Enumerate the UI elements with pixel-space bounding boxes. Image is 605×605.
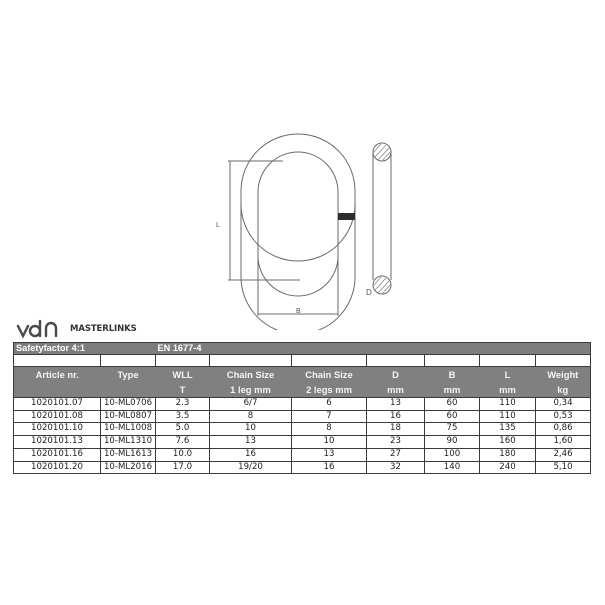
cell-d: 18 [367,423,425,436]
cell-chain-1leg: 13 [210,436,292,449]
cell-wll: 3.5 [156,410,210,423]
cell-wll: 10.0 [156,448,210,461]
cell-chain-1leg: 16 [210,448,292,461]
cell-type: 10-ML0807 [101,410,156,423]
cell-chain-1leg: 6/7 [210,398,292,411]
weld-mark [338,213,355,220]
table-row [14,398,591,411]
table-row [14,448,591,461]
cell-wll: 5.0 [156,423,210,436]
cell-article: 1020101.13 [14,436,101,449]
header-wll-unit: T [156,382,210,398]
header-wll: WLL [156,367,210,383]
header-chain-1leg: Chain Size [210,367,292,383]
dimension-label-b: B [296,308,301,315]
cell-chain-2legs: 16 [292,461,367,474]
cell-d: 23 [367,436,425,449]
header-row-1 [14,367,591,383]
cell-d: 13 [367,398,425,411]
cell-chain-2legs: 13 [292,448,367,461]
cell-chain-2legs: 10 [292,436,367,449]
cell-l: 110 [480,398,536,411]
header-weight: Weight [536,367,591,383]
cell-d: 16 [367,410,425,423]
header-d-unit: mm [367,382,425,398]
cell-b: 140 [425,461,480,474]
cell-article: 1020101.08 [14,410,101,423]
header-type-unit [101,382,156,398]
cell-weight: 5,10 [536,461,591,474]
cell-article: 1020101.10 [14,423,101,436]
masterlinks-spec-table [13,342,591,474]
header-chain-1leg-unit: 1 leg mm [210,382,292,398]
cell-chain-1leg: 10 [210,423,292,436]
header-type: Type [101,367,156,383]
header-article-unit [14,382,101,398]
cell-type: 10-ML1008 [101,423,156,436]
vdh-logo-icon [16,319,58,339]
cell-weight: 0,53 [536,410,591,423]
cell-chain-2legs: 7 [292,410,367,423]
header-b-unit: mm [425,382,480,398]
cell-l: 110 [480,410,536,423]
header-l-unit: mm [480,382,536,398]
brand-header [16,318,137,340]
cell-chain-1leg: 8 [210,410,292,423]
cell-chain-2legs: 8 [292,423,367,436]
cell-b: 100 [425,448,480,461]
cell-type: 10-ML1613 [101,448,156,461]
header-row-2 [14,382,591,398]
header-l: L [480,367,536,383]
header-b: B [425,367,480,383]
cell-b: 75 [425,423,480,436]
header-article: Article nr. [14,367,101,383]
table-row [14,436,591,449]
header-chain-2legs: Chain Size [292,367,367,383]
cell-weight: 2,46 [536,448,591,461]
cell-weight: 0,34 [536,398,591,411]
dimension-label-l: L [216,222,220,229]
table-row [14,423,591,436]
cell-wll: 7.6 [156,436,210,449]
cell-b: 60 [425,398,480,411]
cell-chain-1leg: 19/20 [210,461,292,474]
cell-article: 1020101.20 [14,461,101,474]
safety-factor-label: Safetyfactor 4:1 [14,343,156,355]
header-d: D [367,367,425,383]
cell-l: 240 [480,461,536,474]
cell-d: 27 [367,448,425,461]
cell-article: 1020101.16 [14,448,101,461]
cell-l: 135 [480,423,536,436]
cell-wll: 17.0 [156,461,210,474]
cell-wll: 2.3 [156,398,210,411]
header-weight-unit: kg [536,382,591,398]
blank-row [14,355,591,367]
cell-weight: 0,86 [536,423,591,436]
cell-b: 90 [425,436,480,449]
cell-type: 10-ML2016 [101,461,156,474]
link-inner-outline [258,152,338,296]
standard-label: EN 1677-4 [156,343,591,355]
cell-l: 160 [480,436,536,449]
cell-type: 10-ML1310 [101,436,156,449]
cell-b: 60 [425,410,480,423]
safety-row [14,343,591,355]
cell-l: 180 [480,448,536,461]
dimension-label-d: D [366,288,372,297]
product-title: MASTERLINKS [70,324,137,334]
cell-weight: 1,60 [536,436,591,449]
cell-chain-2legs: 6 [292,398,367,411]
table-row [14,410,591,423]
cell-type: 10-ML0706 [101,398,156,411]
table-row [14,461,591,474]
header-chain-2legs-unit: 2 legs mm [292,382,367,398]
cell-article: 1020101.07 [14,398,101,411]
cell-d: 32 [367,461,425,474]
